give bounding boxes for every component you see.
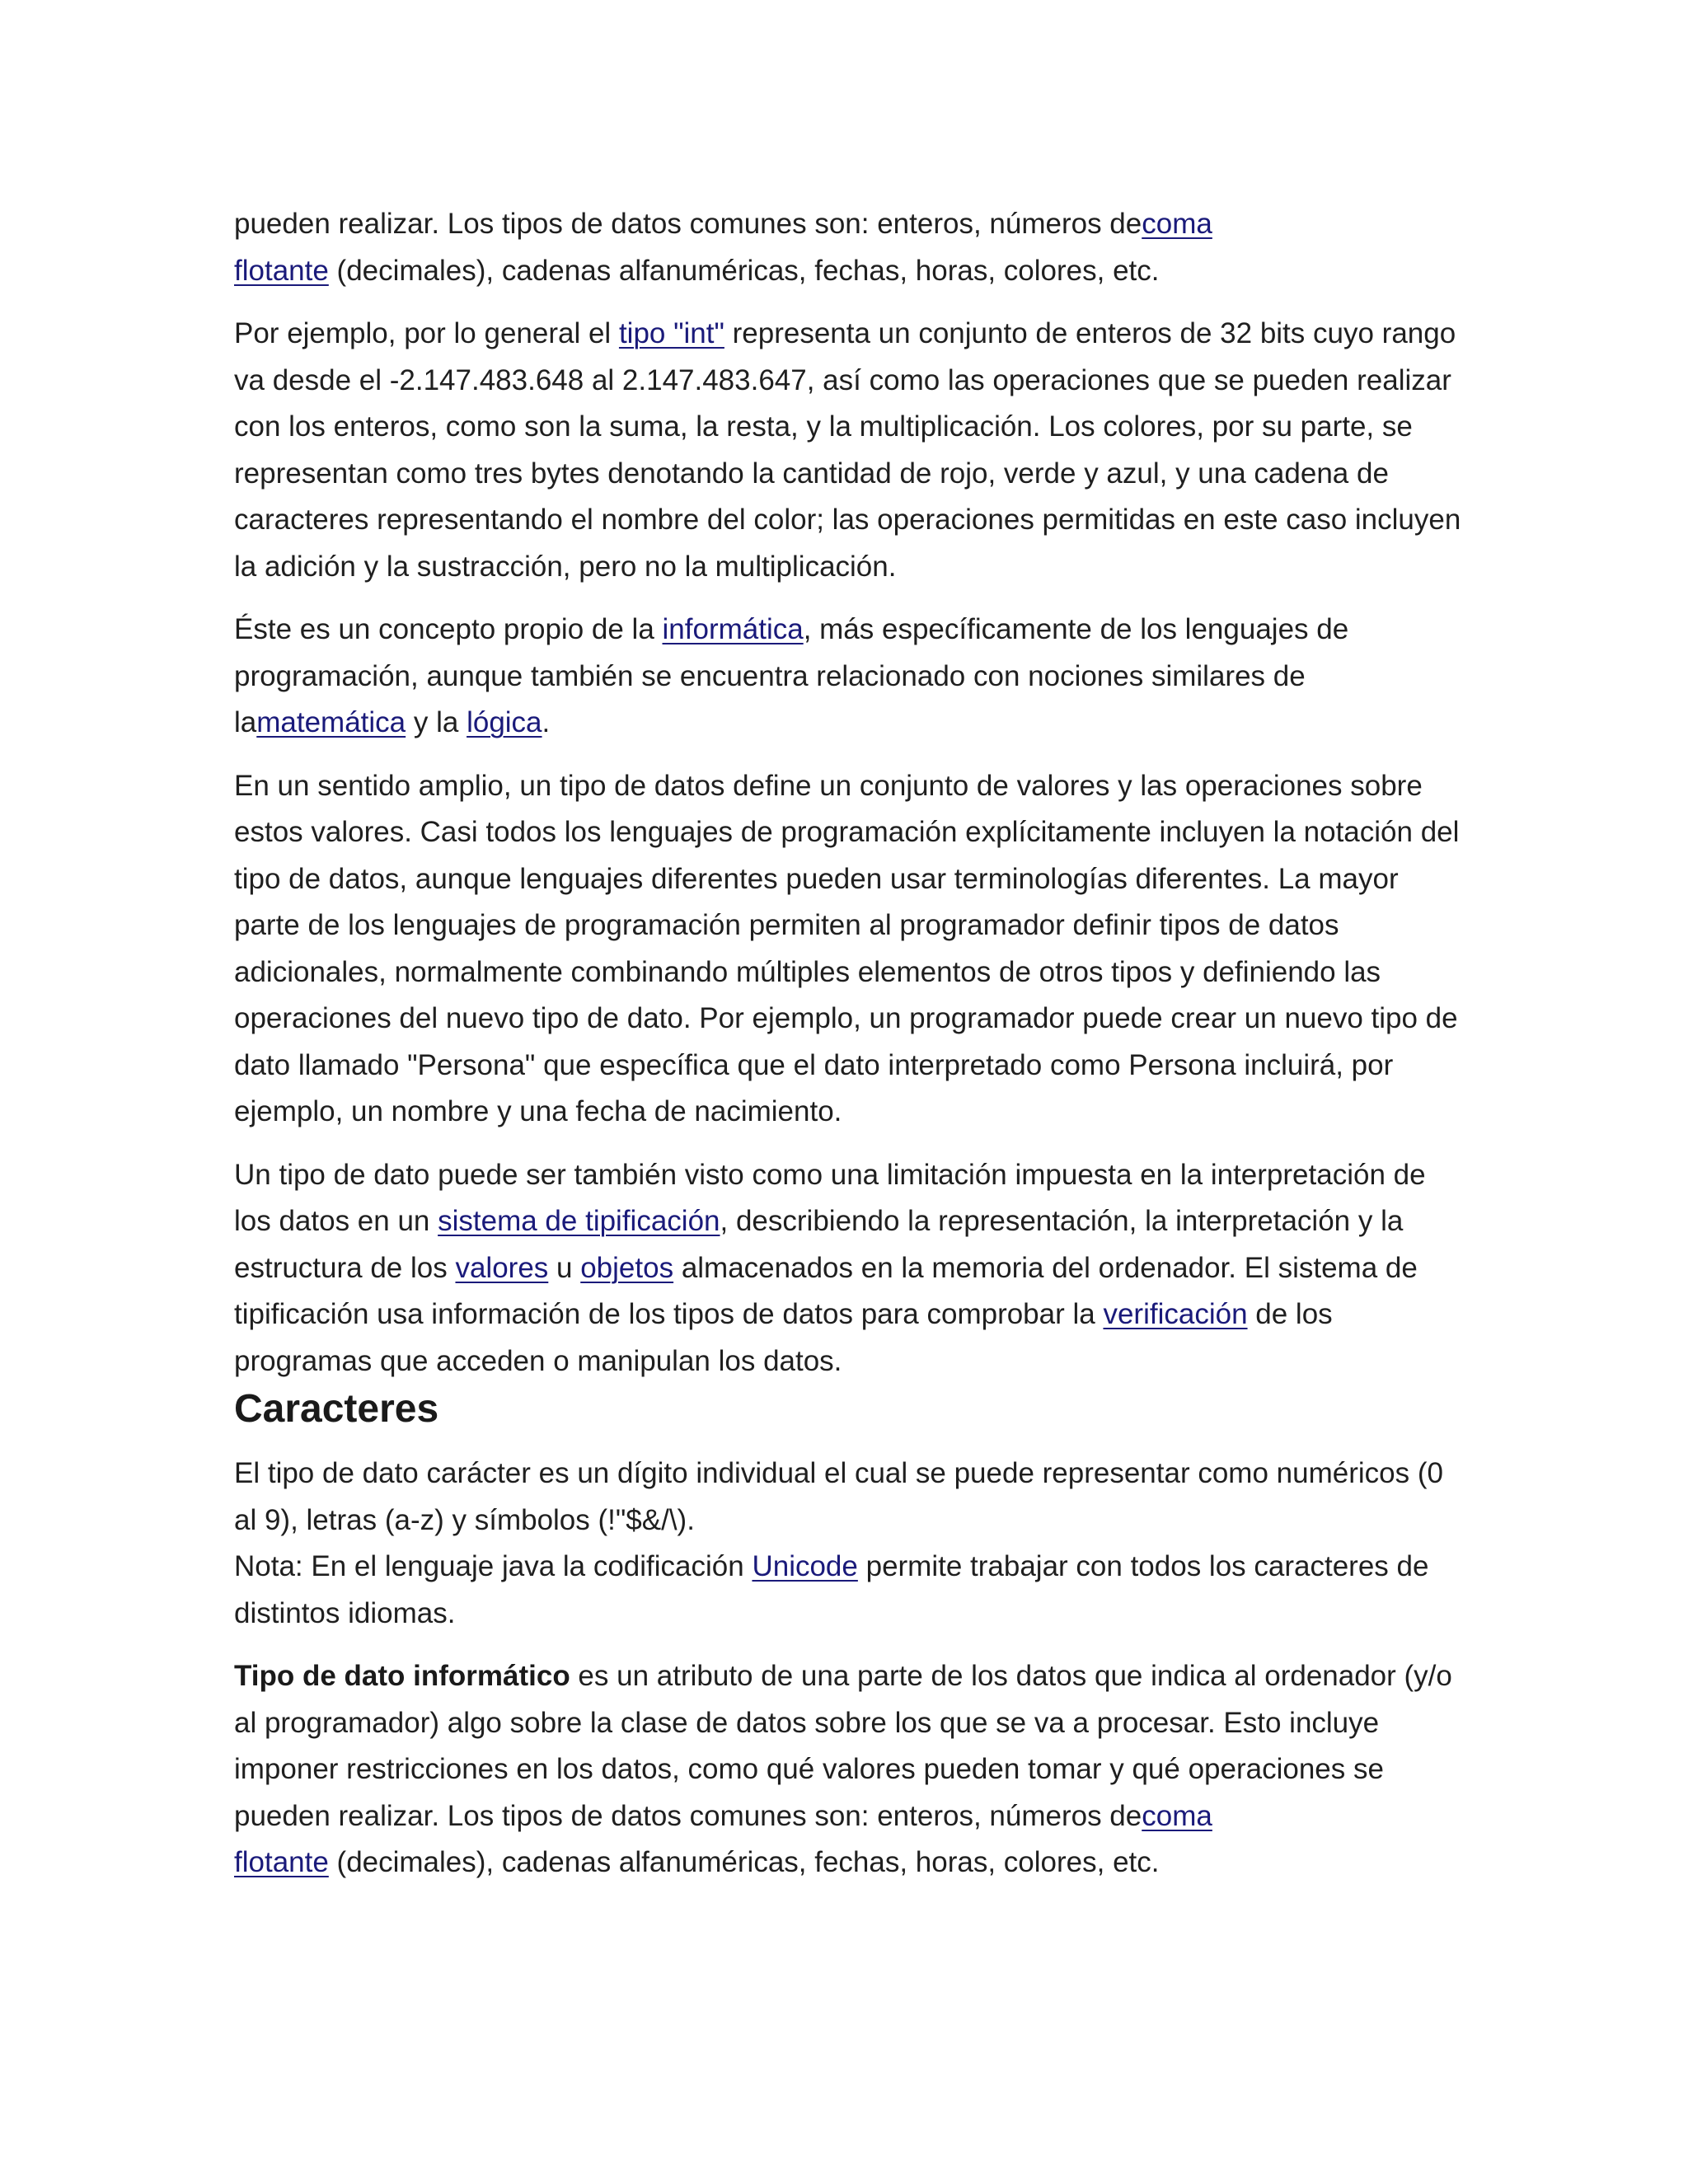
link-flotante-2[interactable]: flotante <box>234 1846 329 1878</box>
link-logica[interactable]: lógica <box>467 706 542 738</box>
link-verificacion[interactable]: verificación <box>1103 1298 1248 1330</box>
text: u <box>548 1251 581 1284</box>
link-objetos[interactable]: objetos <box>580 1251 674 1284</box>
paragraph-note-unicode <box>234 1544 1470 1637</box>
text: , más específicamente de los lenguajes de programación, aunque también se encuentra relacionado con nociones similares de la <box>234 613 1349 738</box>
paragraph-int-example <box>234 311 1470 590</box>
link-coma[interactable]: coma <box>1142 208 1212 240</box>
link-flotante[interactable]: flotante <box>234 254 329 287</box>
link-unicode[interactable]: Unicode <box>752 1550 858 1582</box>
text: Por ejemplo, por lo general el <box>234 317 619 349</box>
link-tipo-int[interactable]: tipo "int" <box>618 317 724 349</box>
link-sistema-tipificacion[interactable]: sistema de tipificación <box>438 1205 720 1237</box>
bold-term: Tipo de dato informático <box>234 1660 570 1692</box>
text: Éste es un concepto propio de la <box>234 613 663 645</box>
text: (decimales), cadenas alfanuméricas, fechas, horas, colores, etc. <box>328 1846 1160 1878</box>
link-matematica[interactable]: matemática <box>256 706 406 738</box>
text: . <box>542 706 551 738</box>
paragraph-character-type: El tipo de dato carácter es un dígito individual el cual se puede representar como numéricos (0 al 9), letras (a-z) y símbolos (!"$&/\). <box>234 1457 1443 1536</box>
document-page <box>234 201 1470 1903</box>
text: Nota: En el lenguaje java la codificación <box>234 1550 753 1582</box>
text: de los programas que acceden o manipulan los datos. <box>234 1298 1333 1377</box>
text: pueden realizar. Los tipos de datos comunes son: enteros, números de <box>234 208 1142 240</box>
link-valores[interactable]: valores <box>455 1251 549 1284</box>
paragraph-broad-sense: En un sentido amplio, un tipo de datos define un conjunto de valores y las operaciones sobre estos valores. Casi todos los lenguajes de programación explícitamente incluyen la notación del tipo de datos, aunque lenguajes diferentes pueden usar terminologías diferentes. La mayor parte de los lenguajes de programación permiten al programador definir tipos de datos adicionales, normalmente combinando múltiples elementos de otros tipos y definiendo las operaciones del nuevo tipo de dato. Por ejemplo, un programador puede crear un nuevo tipo de dato llamado "Persona" que específica que el dato interpretado como Persona incluirá, por ejemplo, un nombre y una fecha de nacimiento. <box>234 769 1460 1127</box>
text: y la <box>406 706 467 738</box>
section-heading-caracteres: Caracteres <box>234 1387 439 1431</box>
text: permite trabajar con todos los caracteres de distintos idiomas. <box>234 1550 1429 1629</box>
text: almacenados en la memoria del ordenador. El sistema de tipificación usa información de los tipos de datos para comprobar la <box>234 1251 1418 1330</box>
text: , describiendo la representación, la interpretación y la estructura de los <box>234 1205 1404 1284</box>
paragraph-data-types-intro <box>234 201 1470 294</box>
text: representa un conjunto de enteros de 32 bits cuyo rango va desde el -2.147.483.648 al 2.147.483.647, así como las operaciones que se pueden realizar con los enteros, como son la suma, la resta, y la multiplicación. Los colores, por su parte, se representan como tres bytes denotando la cantidad de rojo, verde y azul, y una cadena de caracteres representando el nombre del color; las operaciones permitidas en este caso incluyen la adición y la sustracción, pero no la multiplicación. <box>234 317 1461 583</box>
paragraph-type-limitation <box>234 1152 1470 1385</box>
paragraph-data-type-definition <box>234 1653 1470 1886</box>
text: (decimales), cadenas alfanuméricas, fechas, horas, colores, etc. <box>328 254 1160 287</box>
paragraph-concept <box>234 607 1470 747</box>
link-informatica[interactable]: informática <box>662 613 804 645</box>
text: es un atributo de una parte de los datos que indica al ordenador (y/o al programador) algo sobre la clase de datos sobre los que se va a procesar. Esto incluye imponer restricciones en los datos, como qué valores pueden tomar y qué operaciones se pueden realizar. Los tipos de datos comunes son: enteros, números de <box>234 1660 1452 1832</box>
link-coma-2[interactable]: coma <box>1142 1799 1212 1832</box>
text: Un tipo de dato puede ser también visto como una limitación impuesta en la interpretación de los datos en un <box>234 1158 1426 1237</box>
